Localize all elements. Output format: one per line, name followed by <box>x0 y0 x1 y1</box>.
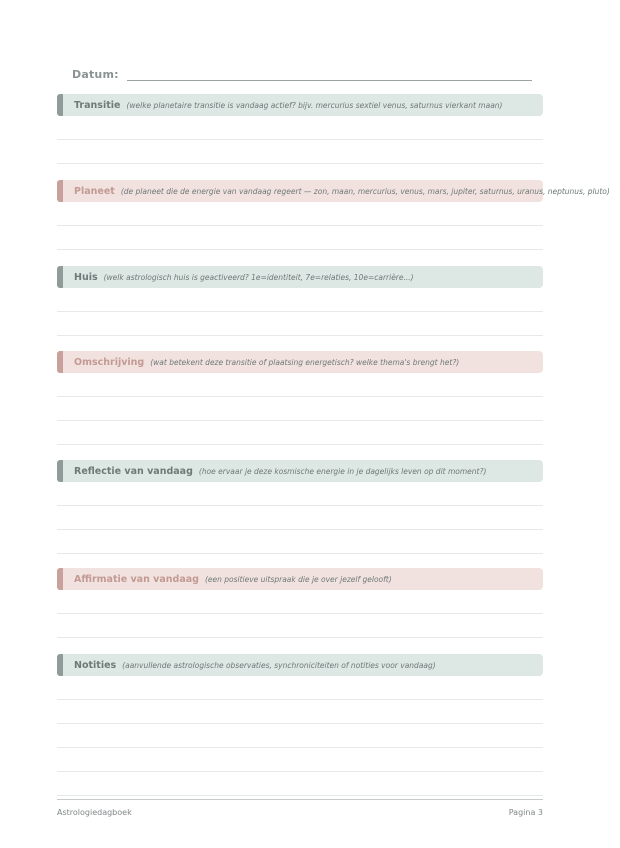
section-hint: (welk astrologisch huis is geactiveerd? 1e=identiteit, 7e=relaties, 10e=carrière...) <box>103 272 414 282</box>
footer-journal-title: Astrologiedagboek <box>57 808 132 817</box>
section-header <box>57 351 543 373</box>
writing-line[interactable] <box>57 373 543 397</box>
writing-line[interactable] <box>57 748 543 772</box>
section-hint: (welke planetaire transitie is vandaag actief? bijv. mercurius sextiel venus, saturnus vierkant maan) <box>126 100 503 110</box>
section-hint: (een positieve uitspraak die je over jezelf gelooft) <box>204 574 392 584</box>
section-accent <box>57 351 63 373</box>
section-accent <box>57 460 63 482</box>
date-field <box>72 61 532 81</box>
writing-line[interactable] <box>57 116 543 140</box>
section-title: Affirmatie van vandaag <box>74 573 199 585</box>
section-header <box>57 94 543 116</box>
writing-line[interactable] <box>57 397 543 421</box>
section-accent <box>57 654 63 676</box>
page-footer <box>57 799 543 817</box>
section-hint: (de planeet die de energie van vandaag regeert — zon, maan, mercurius, venus, mars, jupiter, saturnus, uranus, neptunus, pluto) <box>120 186 610 196</box>
section-affirmatie <box>57 568 543 638</box>
section-title: Reflectie van vandaag <box>74 465 193 477</box>
section-accent <box>57 94 63 116</box>
writing-line[interactable] <box>57 288 543 312</box>
section-huis <box>57 266 543 336</box>
section-accent <box>57 568 63 590</box>
section-notities <box>57 654 543 796</box>
section-header <box>57 654 543 676</box>
date-label: Datum: <box>72 68 119 81</box>
writing-line[interactable] <box>57 772 543 796</box>
section-hint: (wat betekent deze transitie of plaatsing energetisch? welke thema's brengt het?) <box>150 357 460 367</box>
writing-line[interactable] <box>57 421 543 445</box>
writing-line[interactable] <box>57 614 543 638</box>
writing-line[interactable] <box>57 140 543 164</box>
writing-line[interactable] <box>57 482 543 506</box>
section-title: Huis <box>74 271 98 283</box>
section-header <box>57 180 610 202</box>
writing-line[interactable] <box>57 226 543 250</box>
writing-line[interactable] <box>57 202 543 226</box>
section-hint: (aanvullende astrologische observaties, synchroniciteiten of notities voor vandaag) <box>122 660 436 670</box>
writing-line[interactable] <box>57 724 543 748</box>
writing-line[interactable] <box>57 530 543 554</box>
section-hint: (hoe ervaar je deze kosmische energie in je dagelijks leven op dit moment?) <box>198 466 487 476</box>
section-omschrijving <box>57 351 543 445</box>
section-planeet <box>57 180 610 250</box>
section-accent <box>57 266 63 288</box>
writing-line[interactable] <box>57 676 543 700</box>
section-header <box>57 460 543 482</box>
date-input-line[interactable] <box>127 66 532 81</box>
section-header <box>57 568 543 590</box>
section-title: Transitie <box>74 99 121 111</box>
footer-page-number: Pagina 3 <box>508 808 543 817</box>
section-title: Planeet <box>74 185 115 197</box>
section-accent <box>57 180 63 202</box>
section-reflectie <box>57 460 543 554</box>
writing-line[interactable] <box>57 590 543 614</box>
section-header <box>57 266 543 288</box>
section-title: Omschrijving <box>74 356 145 368</box>
section-title: Notities <box>74 659 117 671</box>
section-transitie <box>57 94 543 164</box>
writing-line[interactable] <box>57 700 543 724</box>
writing-line[interactable] <box>57 506 543 530</box>
writing-line[interactable] <box>57 312 543 336</box>
